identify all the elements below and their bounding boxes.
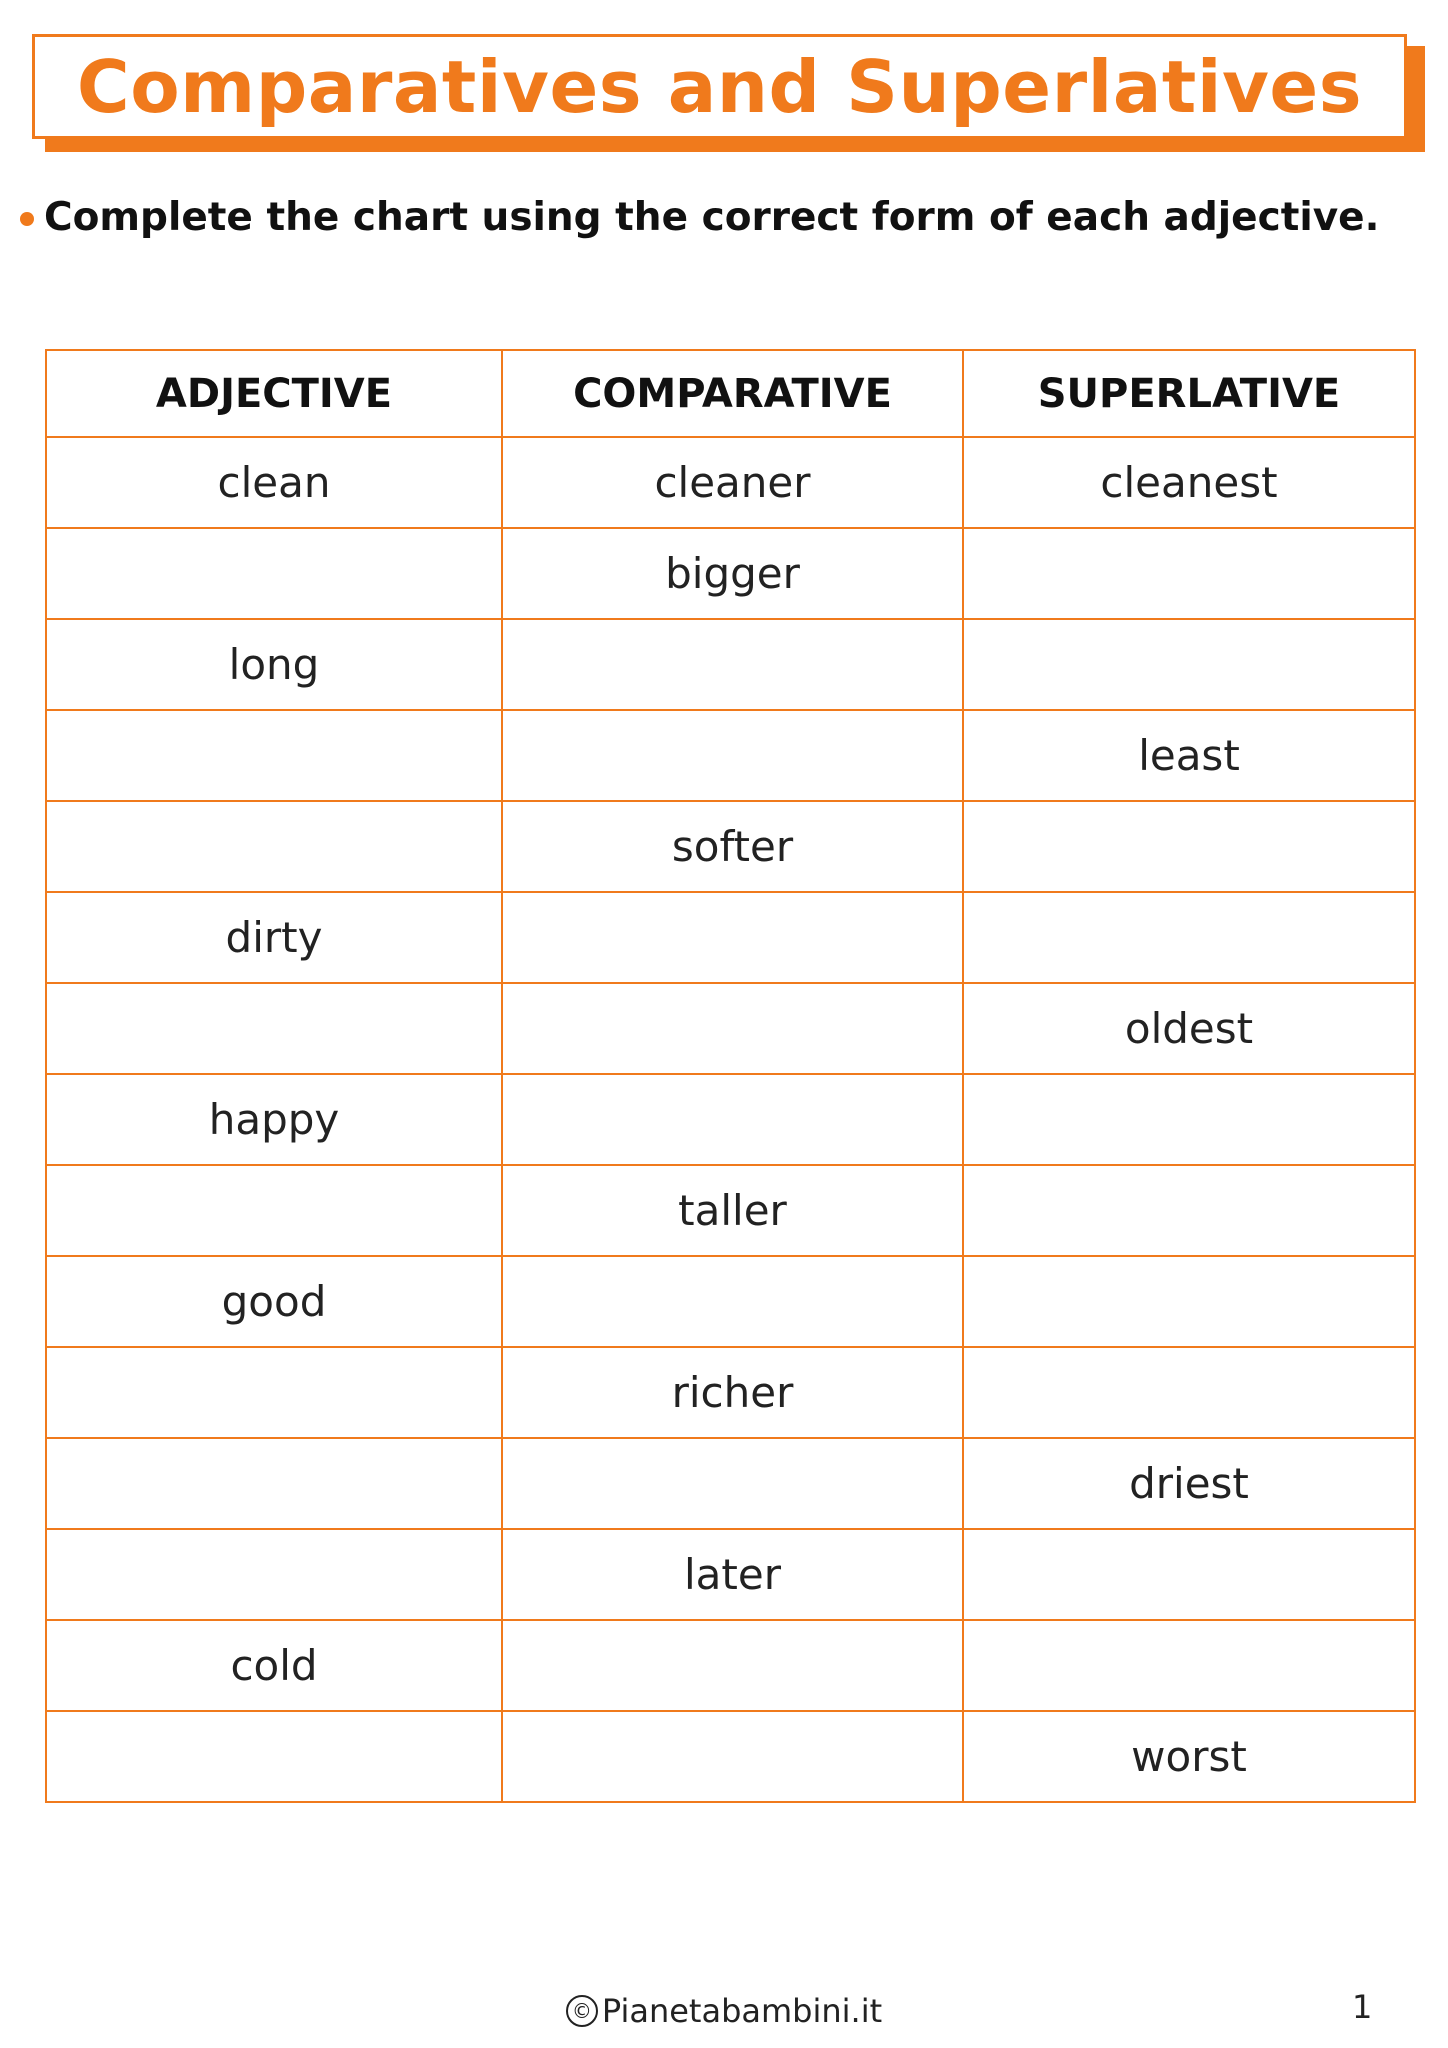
comparative-cell[interactable] [502,710,963,801]
table-row [46,1347,1415,1438]
comparative-cell: later [502,1529,963,1620]
comparative-cell[interactable] [502,983,963,1074]
adjective-cell[interactable] [46,1438,502,1529]
superlative-cell[interactable] [963,1256,1415,1347]
superlative-cell[interactable] [963,619,1415,710]
table-row [46,1438,1415,1529]
superlative-cell[interactable] [963,1529,1415,1620]
comparative-cell: bigger [502,528,963,619]
comparative-cell[interactable] [502,1711,963,1802]
adjective-cell[interactable] [46,1165,502,1256]
comparative-cell[interactable] [502,1256,963,1347]
superlative-cell: oldest [963,983,1415,1074]
table-row [46,1529,1415,1620]
table-row [46,892,1415,983]
superlative-cell[interactable] [963,1620,1415,1711]
comparative-cell: taller [502,1165,963,1256]
table-row [46,1620,1415,1711]
table-row [46,1711,1415,1802]
adjective-cell: dirty [46,892,502,983]
adjective-cell: good [46,1256,502,1347]
table-row [46,437,1415,528]
header-superlative: SUPERLATIVE [963,350,1415,437]
adjective-cell: long [46,619,502,710]
adjective-cell[interactable] [46,983,502,1074]
superlative-cell[interactable] [963,801,1415,892]
title-box [32,34,1407,139]
comparative-cell[interactable] [502,892,963,983]
superlative-cell[interactable] [963,1165,1415,1256]
comparative-cell[interactable] [502,1074,963,1165]
bullet-dot-icon [20,212,34,226]
superlative-cell[interactable] [963,892,1415,983]
footer [0,1992,1448,2030]
table-row [46,1074,1415,1165]
superlative-cell[interactable] [963,528,1415,619]
footer-site: Pianetabambini.it [601,1992,883,2030]
instruction-text: Complete the chart using the correct form of each adjective. [44,194,1380,240]
superlative-cell[interactable] [963,1347,1415,1438]
table-row [46,1165,1415,1256]
instruction [20,192,1379,242]
table-row [46,1256,1415,1347]
adjective-cell[interactable] [46,1347,502,1438]
page-title: Comparatives and Superlatives [76,44,1363,129]
comparative-cell[interactable] [502,1438,963,1529]
adjective-cell[interactable] [46,801,502,892]
comparative-cell[interactable] [502,619,963,710]
adjective-cell: cold [46,1620,502,1711]
superlative-cell: worst [963,1711,1415,1802]
comparison-table [45,349,1416,1803]
comparative-cell: richer [502,1347,963,1438]
adjective-cell[interactable] [46,528,502,619]
comparative-cell[interactable] [502,1620,963,1711]
superlative-cell: driest [963,1438,1415,1529]
comparative-cell: cleaner [502,437,963,528]
superlative-cell[interactable] [963,1074,1415,1165]
superlative-cell: cleanest [963,437,1415,528]
adjective-cell[interactable] [46,1529,502,1620]
table-header-row [46,350,1415,437]
table-row [46,801,1415,892]
table-row [46,619,1415,710]
superlative-cell: least [963,710,1415,801]
header-adjective: ADJECTIVE [46,350,502,437]
page-number: 1 [1352,1988,1373,2026]
comparative-cell: softer [502,801,963,892]
copyright-icon: © [566,1995,598,2027]
adjective-cell[interactable] [46,1711,502,1802]
table-row [46,528,1415,619]
header-comparative: COMPARATIVE [502,350,963,437]
adjective-cell[interactable] [46,710,502,801]
table-row [46,710,1415,801]
table-row [46,983,1415,1074]
adjective-cell: clean [46,437,502,528]
adjective-cell: happy [46,1074,502,1165]
